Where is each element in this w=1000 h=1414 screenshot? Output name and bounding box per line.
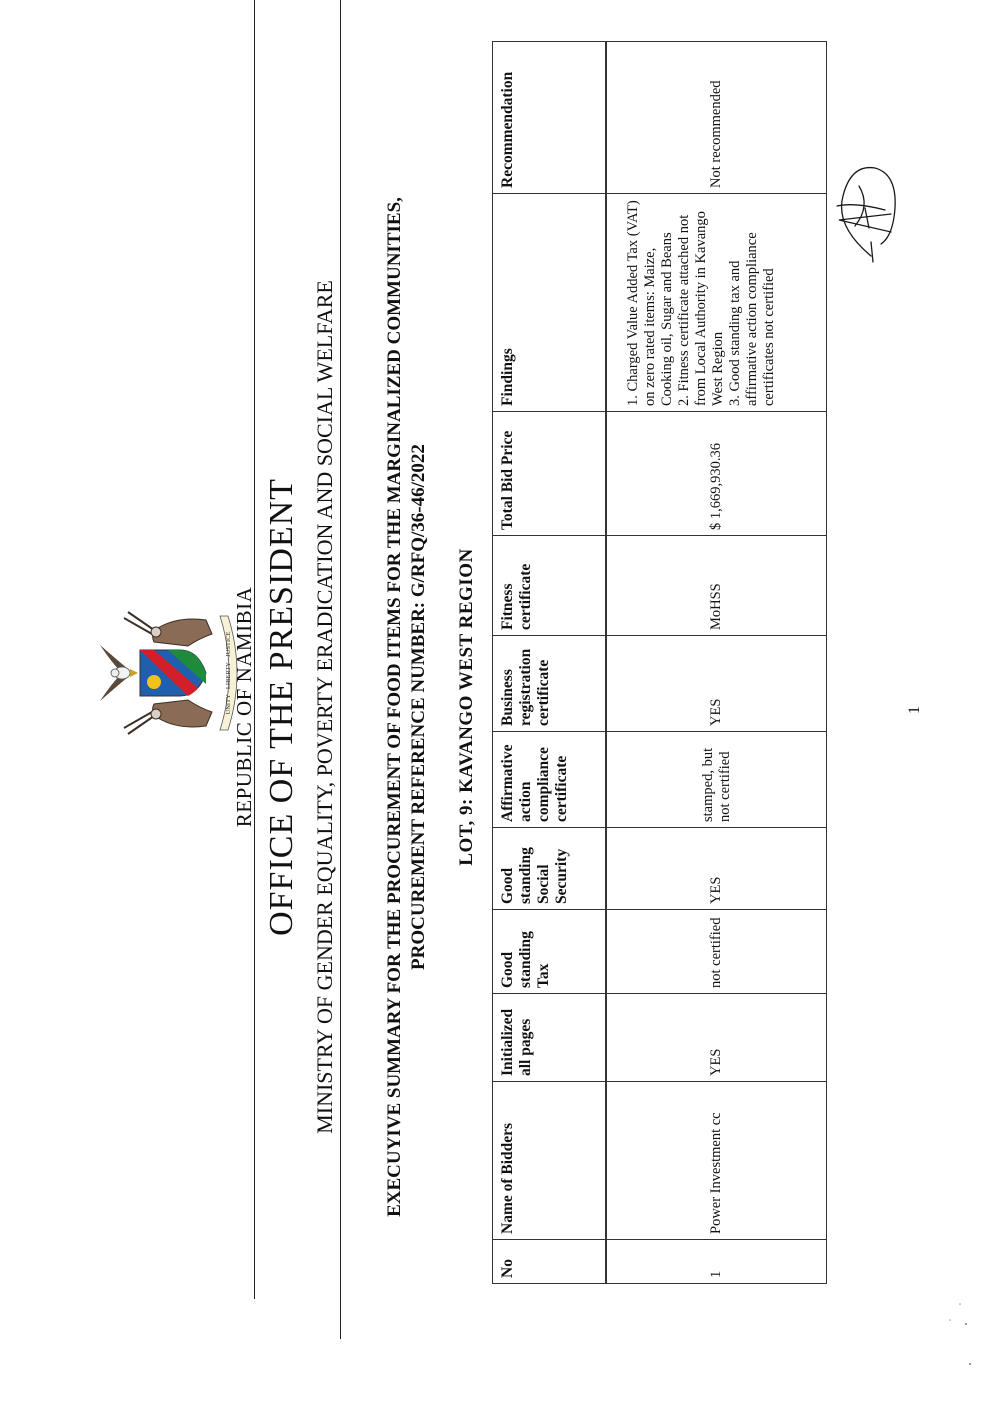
table-header-row xyxy=(493,42,606,1284)
finding-item: 1. Charged Value Added Tax (VAT) on zero rated items: Maize, Cooking oil, Sugar and Beans xyxy=(625,200,675,406)
summary-title-line-1: EXECUYIVE SUMMARY FOR THE PROCUREMENT OF FOOD ITEMS FOR THE MARGINALIZED COMMUNITIES, xyxy=(384,197,405,1217)
cell-social-security: YES xyxy=(607,828,827,910)
table-row xyxy=(607,42,827,1284)
header-no: No xyxy=(493,1240,606,1284)
cell-recommendation: Not recommended xyxy=(607,42,827,194)
namibia-coat-of-arms-image xyxy=(88,598,238,748)
cell-business-registration: YES xyxy=(607,636,827,732)
summary-title xyxy=(383,0,431,1414)
cell-total-bid-price: $ 1,669,930.36 xyxy=(607,412,827,536)
header-social-security: Good standing Social Security xyxy=(493,828,606,910)
signature-image xyxy=(825,146,905,266)
header-affirmative-action: Affirmative action compliance certificate xyxy=(493,732,606,828)
cell-no: 1 xyxy=(607,1240,827,1284)
header-fitness: Fitness certificate xyxy=(493,536,606,636)
cell-fitness: MoHSS xyxy=(607,536,827,636)
cell-bidder: Power Investment cc xyxy=(607,1082,827,1240)
header-findings: Findings xyxy=(493,194,606,412)
page-number: 1 xyxy=(906,706,923,714)
crest-mottos: UNITY · LIBERTY · JUSTICE xyxy=(225,631,232,715)
finding-item: 2. Fitness certificate attached not from Local Authority in Kavango West Region xyxy=(676,211,726,406)
scan-specks xyxy=(920,1264,990,1384)
header-bidder: Name of Bidders xyxy=(493,1082,606,1240)
cell-tax: not certified xyxy=(607,910,827,994)
header-recommendation: Recommendation xyxy=(493,42,606,194)
cell-affirmative-action: stamped, but not certified xyxy=(607,732,827,828)
finding-item: 3. Good standing tax and affirmative action compliance certificates not certified xyxy=(727,232,777,406)
ministry-heading: MINISTRY OF GENDER EQUALITY, POVERTY ERADICATION AND SOCIAL WELFARE xyxy=(312,280,337,1134)
header-divider-top xyxy=(254,0,255,1299)
header-divider-bottom xyxy=(340,0,341,1339)
header-business-registration: Business registration certificate xyxy=(493,636,606,732)
header-tax: Good standing Tax xyxy=(493,910,606,994)
header-initialized: Initialized all pages xyxy=(493,994,606,1082)
evaluation-table xyxy=(492,41,827,1284)
header-total-bid-price: Total Bid Price xyxy=(493,412,606,536)
country-heading: REPUBLIC OF NAMIBIA xyxy=(232,586,256,828)
summary-title-line-2: PROCUREMENT REFERENCE NUMBER: G/RFQ/36-46/2022 xyxy=(408,444,429,970)
cell-initialized: YES xyxy=(607,994,827,1082)
lot-heading: LOT, 9: KAVANGO WEST REGION xyxy=(456,548,477,866)
office-heading: OFFICE OF THE PRESIDENT xyxy=(263,478,300,936)
cell-findings xyxy=(607,194,827,412)
